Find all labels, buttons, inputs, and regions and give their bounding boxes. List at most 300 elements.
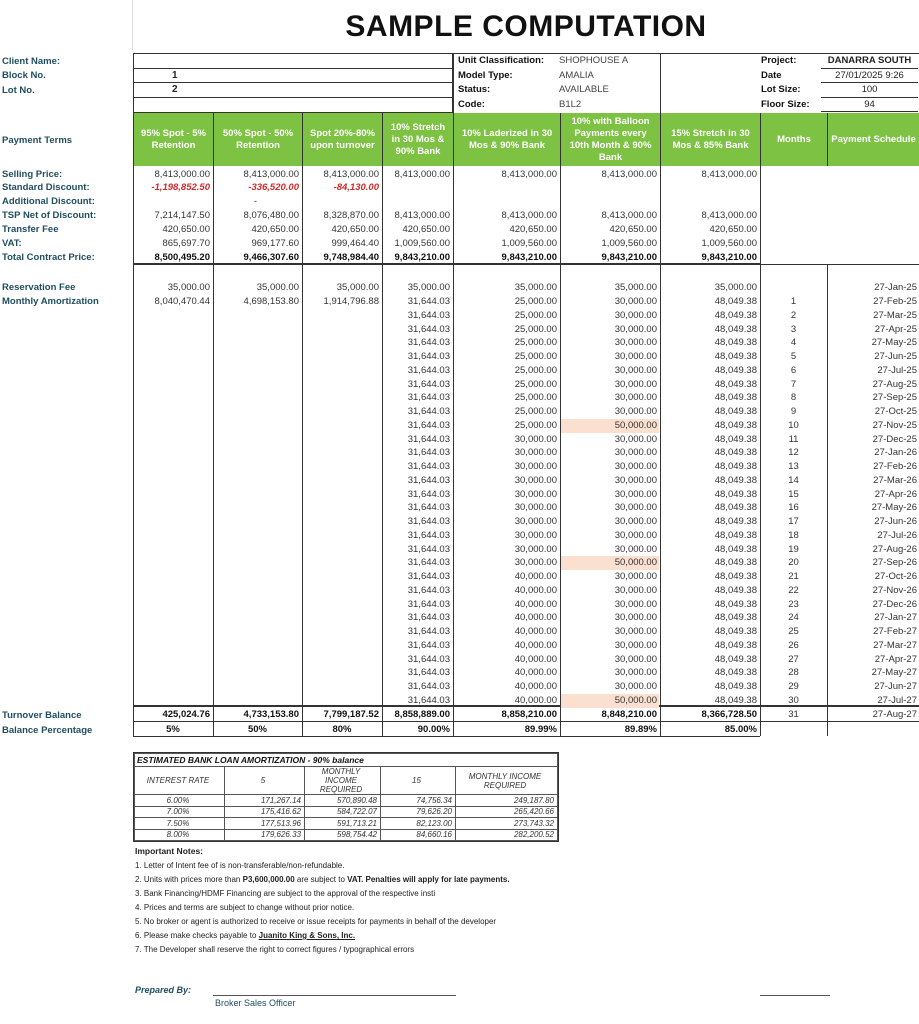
amortization-cell: 31,644.03 <box>407 351 450 362</box>
price-cell: 865,697.70 <box>162 238 210 249</box>
balance-percentage-cell: 5% <box>166 724 180 735</box>
amortization-cell: 30,000.00 <box>614 584 657 596</box>
month-number: 11 <box>788 433 799 445</box>
price-cell: -1,198,852.50 <box>151 182 210 193</box>
amortization-cell: 48,049.38 <box>714 653 757 665</box>
unit-info-value: AMALIA <box>559 69 594 81</box>
bank-loan-cell: 8.00% <box>135 829 225 841</box>
price-cell: 420,650.00 <box>609 224 657 235</box>
price-cell: 8,413,000.00 <box>701 169 757 180</box>
amortization-cell: 30,000.00 <box>614 406 657 417</box>
amortization-cell: 48,049.38 <box>714 488 757 500</box>
schedule-date: 27-Dec-25 <box>872 433 917 445</box>
price-cell: 420,650.00 <box>251 224 299 235</box>
amortization-cell: 48,049.38 <box>714 447 757 459</box>
amortization-cell: 48,049.38 <box>714 694 757 706</box>
bank-loan-cell: 179,626.33 <box>225 829 305 841</box>
amortization-cell: 31,644.03 <box>407 309 450 321</box>
month-number: 12 <box>788 447 799 459</box>
amortization-cell: 30,000.00 <box>514 557 557 569</box>
unit-info-value: AVAILABLE <box>559 84 609 95</box>
amortization-cell: 30,000.00 <box>614 461 657 472</box>
amortization-cell: 25,000.00 <box>514 309 557 321</box>
lot-no-field[interactable]: 2 <box>134 83 452 98</box>
amortization-cell: 31,644.03 <box>407 323 450 335</box>
price-cell: 9,466,307.60 <box>243 252 299 263</box>
header-term-5: 10% Laderized in 30 Mos & 90% Bank <box>453 113 560 166</box>
amortization-cell: 31,644.03 <box>407 584 450 596</box>
amortization-cell: 48,049.38 <box>714 461 757 472</box>
month-number: 29 <box>788 681 799 692</box>
amortization-cell: 31,644.03 <box>407 653 450 665</box>
prepared-by-label: Prepared By: <box>135 985 192 995</box>
reservation-fee-label: Reservation Fee <box>2 282 76 293</box>
unit-info-value: SHOPHOUSE A <box>559 55 629 66</box>
unit-info-label: Code: <box>458 98 485 110</box>
price-cell: 8,413,000.00 <box>394 169 450 180</box>
schedule-date: 27-Feb-27 <box>873 626 917 637</box>
note-text: 6. Please make checks payable to <box>135 931 259 940</box>
client-name-label: Client Name: <box>2 56 61 67</box>
amortization-cell: 30,000.00 <box>614 612 657 624</box>
price-cell: 420,650.00 <box>162 224 210 235</box>
transfer-fee-label: Transfer Fee <box>2 224 59 235</box>
month-number: 8 <box>790 392 797 404</box>
reservation-fee-cell: 35,000.00 <box>714 282 757 293</box>
amortization-cell: 48,049.38 <box>714 392 757 404</box>
note-item: 1. Letter of Intent fee of is non-transferable/non-refundable. <box>135 861 345 870</box>
month-number: 4 <box>790 337 797 349</box>
bank-loan-row <box>135 795 558 807</box>
column-border <box>760 721 761 736</box>
price-cell: 1,009,560.00 <box>501 238 557 249</box>
vat-label: VAT: <box>2 238 22 249</box>
bank-loan-cell: 591,713.21 <box>305 818 381 830</box>
header-term-1: 95% Spot - 5% Retention <box>133 113 213 166</box>
price-cell: 8,413,000.00 <box>701 210 757 221</box>
price-cell: 1,009,560.00 <box>601 238 657 249</box>
amortization-cell: 31,644.03 <box>407 639 450 651</box>
price-cell: 1,009,560.00 <box>701 238 757 249</box>
bank-loan-cell: 6.00% <box>135 795 225 807</box>
amortization-cell: 40,000.00 <box>514 653 557 665</box>
amortization-cell: 48,049.38 <box>714 584 757 596</box>
amortization-cell: 31,644.03 <box>407 461 450 472</box>
balance-percentage-cell: 89.99% <box>524 724 557 735</box>
amortization-cell: 30,000.00 <box>614 653 657 665</box>
schedule-date: 27-May-27 <box>871 667 917 679</box>
schedule-date: 27-Feb-26 <box>873 461 917 472</box>
amortization-cell: 48,049.38 <box>714 502 757 514</box>
schedule-date: 27-Aug-26 <box>872 543 917 555</box>
reservation-fee-cell: 35,000.00 <box>514 282 557 293</box>
note-text: are subject to <box>294 875 348 884</box>
signature-line-2 <box>760 995 830 996</box>
price-cell: - <box>253 196 258 207</box>
note-item <box>135 930 510 944</box>
amortization-cell: 30,000.00 <box>614 598 657 610</box>
price-cell: 420,650.00 <box>509 224 557 235</box>
month-number: 28 <box>788 667 799 679</box>
amortization-cell: 25,000.00 <box>514 337 557 349</box>
amortization-cell: 31,644.03 <box>407 681 450 692</box>
month-number: 9 <box>790 406 797 417</box>
amortization-cell: 30,000.00 <box>614 571 657 582</box>
month-number: 30 <box>788 694 799 706</box>
project-info-label: Project: <box>761 55 797 66</box>
amortization-cell: 30,000.00 <box>614 447 657 459</box>
amortization-cell: 48,049.38 <box>714 309 757 321</box>
bank-loan-row <box>135 829 558 841</box>
amortization-cell: 40,000.00 <box>514 598 557 610</box>
payee-name: Juanito King & Sons, Inc. <box>258 931 356 940</box>
amortization-cell: 48,049.38 <box>714 543 757 555</box>
schedule-date: 27-Nov-26 <box>872 584 917 596</box>
note-text: 2. Units with prices more than <box>135 875 243 884</box>
bank-header: INTEREST RATE <box>135 767 225 795</box>
month-number: 2 <box>790 309 797 321</box>
amortization-cell: 48,049.38 <box>714 474 757 486</box>
amortization-cell: 48,049.38 <box>714 364 757 376</box>
amortization-cell: 25,000.00 <box>514 351 557 362</box>
amortization-cell: 31,644.03 <box>407 694 450 706</box>
amortization-cell: 48,049.38 <box>714 516 757 527</box>
note-item: 4. Prices and terms are subject to change without prior notice. <box>135 903 355 912</box>
price-cell: 9,843,210.00 <box>501 252 557 263</box>
amortization-cell: 25,000.00 <box>514 378 557 390</box>
month-number: 26 <box>788 639 799 651</box>
vat-threshold: P3,600,000.00 <box>242 875 295 884</box>
bank-loan-cell: 7.50% <box>135 818 225 830</box>
bank-loan-row <box>135 818 558 830</box>
amortization-cell: 48,049.38 <box>714 681 757 692</box>
amortization-cell: 30,000.00 <box>614 337 657 349</box>
amortization-cell: 50,000.00 <box>614 419 657 431</box>
price-cell: 420,650.00 <box>709 224 757 235</box>
amortization-cell: 30,000.00 <box>514 474 557 486</box>
note-item: 7. The Developer shall reserve the right to correct figures / typographical errors <box>135 945 415 954</box>
bank-loan-cell: 265,420.66 <box>456 806 558 818</box>
bank-loan-cell: 273,743.32 <box>456 818 558 830</box>
month-number: 21 <box>788 571 799 582</box>
bank-header: MONTHLY INCOME REQUIRED <box>305 767 381 795</box>
schedule-date: 27-Nov-25 <box>872 419 917 431</box>
amortization-cell: 48,049.38 <box>714 406 757 417</box>
month-number: 22 <box>788 584 799 596</box>
tcp-rule <box>133 263 760 265</box>
price-cell: 8,413,000.00 <box>601 210 657 221</box>
unit-info-label: Status: <box>458 84 491 95</box>
bank-loan-cell: 171,267.14 <box>225 795 305 807</box>
additional-discount-label: Additional Discount: <box>2 196 95 207</box>
price-cell: 1,009,560.00 <box>394 238 450 249</box>
turnover-bottom-rule <box>133 721 919 722</box>
amortization-cell: 30,000.00 <box>514 502 557 514</box>
bank-loan-cell: 282,200.52 <box>456 829 558 841</box>
month-number: 5 <box>790 351 797 362</box>
amortization-cell: 25,000.00 <box>514 392 557 404</box>
unit-info-label: Unit Classification: <box>458 55 545 66</box>
schedule-date: 27-Apr-27 <box>874 653 917 665</box>
schedule-date: 27-Jun-25 <box>874 351 917 362</box>
standard-discount-label: Standard Discount: <box>2 182 90 193</box>
bank-loan-cell: 79,626.20 <box>381 806 456 818</box>
month-number: 20 <box>788 557 799 569</box>
month-number: 14 <box>788 474 799 486</box>
amortization-cell: 31,644.03 <box>407 296 450 307</box>
price-cell: 8,413,000.00 <box>601 169 657 180</box>
project-info-value: 100 <box>821 83 918 98</box>
month-number: 25 <box>788 626 799 637</box>
turnover-balance-cell: 425,024.76 <box>162 709 210 720</box>
amortization-cell: 31,644.03 <box>407 626 450 637</box>
amortization-cell: 30,000.00 <box>614 392 657 404</box>
schedule-date: 27-Mar-27 <box>873 639 917 651</box>
amortization-cell: 30,000.00 <box>514 433 557 445</box>
amortization-cell: 31,644.03 <box>407 502 450 514</box>
price-cell: 8,413,000.00 <box>154 169 210 180</box>
header-term-4: 10% Stretch in 30 Mos & 90% Bank <box>382 113 453 166</box>
amortization-cell: 40,000.00 <box>514 584 557 596</box>
amortization-cell: 50,000.00 <box>614 694 657 706</box>
month-number: 18 <box>788 529 799 541</box>
schedule-date: 27-Jan-27 <box>874 612 917 624</box>
amortization-cell: 48,049.38 <box>714 598 757 610</box>
turnover-balance-label: Turnover Balance <box>2 710 82 721</box>
month-number: 15 <box>788 488 799 500</box>
schedule-date: 27-Mar-25 <box>873 309 917 321</box>
balance-percentage-label: Balance Percentage <box>2 725 93 736</box>
amortization-cell: 30,000.00 <box>614 488 657 500</box>
schedule-date: 27-Feb-25 <box>873 296 917 307</box>
turnover-balance-cell: 8,366,728.50 <box>701 709 757 720</box>
amortization-cell: 30,000.00 <box>614 543 657 555</box>
tsp-net-label: TSP Net of Discount: <box>2 210 97 221</box>
price-cell: 9,843,210.00 <box>394 252 450 263</box>
note-item <box>135 874 510 888</box>
amortization-cell: 30,000.00 <box>614 502 657 514</box>
month-number: 16 <box>788 502 799 514</box>
bank-loan-cell: 74,756.34 <box>381 795 456 807</box>
price-cell: 8,413,000.00 <box>243 169 299 180</box>
amortization-cell: 40,000.00 <box>514 571 557 582</box>
price-cell: 9,843,210.00 <box>701 252 757 263</box>
schedule-date: 27-Mar-26 <box>873 474 917 486</box>
amortization-cell: 48,049.38 <box>714 337 757 349</box>
turnover-month: 31 <box>788 709 799 720</box>
page-title: SAMPLE COMPUTATION <box>345 10 707 43</box>
balance-percentage-cell: 90.00% <box>417 724 450 735</box>
project-info-value: 27/01/2025 9:26 <box>821 69 918 84</box>
schedule-date: 27-Jan-25 <box>874 282 917 293</box>
amortization-cell: 30,000.00 <box>614 529 657 541</box>
amortization-cell: 48,049.38 <box>714 419 757 431</box>
schedule-date: 27-Sep-25 <box>872 392 917 404</box>
month-number: 6 <box>790 364 797 376</box>
amortization-cell: 30,000.00 <box>614 639 657 651</box>
amortization-cell: 31,644.03 <box>407 406 450 417</box>
project-info-value: 94 <box>821 98 918 113</box>
amortization-cell: 31,644.03 <box>407 516 450 527</box>
amortization-cell: 31,644.03 <box>407 433 450 445</box>
month-number: 3 <box>790 323 797 335</box>
project-info-label: Lot Size: <box>761 84 801 95</box>
price-cell: 8,076,480.00 <box>243 210 299 221</box>
price-cell: 7,214,147.50 <box>154 210 210 221</box>
amortization-cell: 30,000.00 <box>514 447 557 459</box>
monthly-amortization-cell: 8,040,470.44 <box>154 296 210 307</box>
turnover-date: 27-Aug-27 <box>872 709 917 720</box>
amortization-cell: 40,000.00 <box>514 639 557 651</box>
amortization-cell: 40,000.00 <box>514 612 557 624</box>
amortization-cell: 40,000.00 <box>514 681 557 692</box>
bank-loan-cell: 7.00% <box>135 806 225 818</box>
amortization-cell: 25,000.00 <box>514 364 557 376</box>
tcp-label: Total Contract Price: <box>2 252 95 263</box>
price-cell: -84,130.00 <box>333 182 379 193</box>
amortization-cell: 31,644.03 <box>407 392 450 404</box>
amortization-cell: 48,049.38 <box>714 351 757 362</box>
amortization-cell: 31,644.03 <box>407 378 450 390</box>
month-number: 1 <box>790 296 797 307</box>
schedule-date: 27-Jul-27 <box>877 694 917 706</box>
price-cell: 999,464.40 <box>331 238 379 249</box>
unit-info-value: B1L2 <box>559 98 582 110</box>
schedule-date: 27-May-25 <box>871 337 917 349</box>
monthly-amortization-label: Monthly Amortization <box>2 296 99 307</box>
schedule-date: 27-May-26 <box>871 502 917 514</box>
amortization-cell: 30,000.00 <box>614 516 657 527</box>
price-cell: 9,748,984.40 <box>323 252 379 263</box>
amortization-cell: 31,644.03 <box>407 543 450 555</box>
price-cell: 420,650.00 <box>402 224 450 235</box>
month-number: 23 <box>788 598 799 610</box>
amortization-cell: 31,644.03 <box>407 474 450 486</box>
amortization-cell: 30,000.00 <box>614 433 657 445</box>
bank-loan-title: ESTIMATED BANK LOAN AMORTIZATION - 90% balance <box>135 754 558 767</box>
schedule-date: 27-Jul-26 <box>877 529 917 541</box>
month-number: 27 <box>788 653 799 665</box>
bank-loan-cell: 570,890.48 <box>305 795 381 807</box>
amortization-cell: 30,000.00 <box>614 681 657 692</box>
bank-loan-cell: 82,123.00 <box>381 818 456 830</box>
note-item: 3. Bank Financing/HDMF Financing are subject to the approval of the respective insti <box>135 889 436 898</box>
amortization-cell: 48,049.38 <box>714 296 757 307</box>
amortization-cell: 48,049.38 <box>714 667 757 679</box>
header-payment-schedule: Payment Schedule <box>827 113 919 166</box>
monthly-amortization-cell: 4,698,153.80 <box>243 296 299 307</box>
project-info-label: Date <box>761 69 782 81</box>
amortization-cell: 31,644.03 <box>407 612 450 624</box>
balance-percentage-cell: 50% <box>247 724 267 735</box>
block-no-field[interactable]: 1 <box>134 69 452 84</box>
amortization-cell: 25,000.00 <box>514 419 557 431</box>
bank-loan-cell: 249,187.80 <box>456 795 558 807</box>
turnover-balance-cell: 8,858,210.00 <box>501 709 557 720</box>
project-info-value: DANARRA SOUTH <box>821 54 918 69</box>
amortization-cell: 31,644.03 <box>407 529 450 541</box>
amortization-cell: 50,000.00 <box>614 557 657 569</box>
amortization-cell: 31,644.03 <box>407 364 450 376</box>
amortization-cell: 30,000.00 <box>614 351 657 362</box>
amortization-cell: 48,049.38 <box>714 557 757 569</box>
header-term-2: 50% Spot - 50% Retention <box>213 113 302 166</box>
amortization-cell: 30,000.00 <box>614 667 657 679</box>
bank-loan-cell: 177,513.96 <box>225 818 305 830</box>
amortization-cell: 40,000.00 <box>514 694 557 706</box>
schedule-date: 27-Oct-26 <box>874 571 917 582</box>
amortization-cell: 30,000.00 <box>514 488 557 500</box>
payment-terms-label: Payment Terms <box>2 135 73 146</box>
amortization-cell: 31,644.03 <box>407 488 450 500</box>
balance-percentage-cell: 85.00% <box>724 724 757 735</box>
header-term-7: 15% Stretch in 30 Mos & 85% Bank <box>660 113 760 166</box>
amortization-cell: 30,000.00 <box>514 461 557 472</box>
bank-loan-cell: 84,660.16 <box>381 829 456 841</box>
schedule-date: 27-Sep-26 <box>872 557 917 569</box>
amortization-cell: 40,000.00 <box>514 667 557 679</box>
price-cell: 8,413,000.00 <box>501 210 557 221</box>
amortization-cell: 48,049.38 <box>714 323 757 335</box>
amortization-cell: 31,644.03 <box>407 571 450 582</box>
amortization-cell: 25,000.00 <box>514 296 557 307</box>
amortization-cell: 30,000.00 <box>614 296 657 307</box>
amortization-cell: 31,644.03 <box>407 557 450 569</box>
price-cell: -336,520.00 <box>248 182 299 193</box>
signature-line <box>213 995 456 996</box>
amortization-cell: 48,049.38 <box>714 626 757 637</box>
amortization-cell: 48,049.38 <box>714 529 757 541</box>
price-cell: 8,413,000.00 <box>501 169 557 180</box>
bank-header: 15 <box>381 767 456 795</box>
schedule-date: 27-Apr-26 <box>874 488 917 500</box>
reservation-fee-cell: 35,000.00 <box>614 282 657 293</box>
amortization-cell: 48,049.38 <box>714 639 757 651</box>
month-number: 24 <box>788 612 799 624</box>
amortization-cell: 30,000.00 <box>514 543 557 555</box>
bank-loan-table <box>133 752 559 842</box>
reservation-fee-cell: 35,000.00 <box>336 282 379 293</box>
bank-header: 5 <box>225 767 305 795</box>
amortization-cell: 30,000.00 <box>614 309 657 321</box>
month-number: 10 <box>788 419 799 431</box>
month-number: 13 <box>788 461 799 472</box>
reservation-fee-cell: 35,000.00 <box>256 282 299 293</box>
schedule-date: 27-Jun-26 <box>874 516 917 527</box>
important-notes <box>135 846 510 958</box>
amortization-cell: 31,644.03 <box>407 447 450 459</box>
amortization-cell: 40,000.00 <box>514 626 557 637</box>
price-cell: 420,650.00 <box>331 224 379 235</box>
header-term-3: Spot 20%-80% upon turnover <box>302 113 382 166</box>
amortization-cell: 30,000.00 <box>614 474 657 486</box>
amortization-cell: 31,644.03 <box>407 667 450 679</box>
amortization-cell: 30,000.00 <box>614 378 657 390</box>
bank-header: MONTHLY INCOME REQUIRED <box>456 767 558 795</box>
amortization-cell: 30,000.00 <box>614 323 657 335</box>
reservation-fee-cell: 35,000.00 <box>407 282 450 293</box>
amortization-cell: 25,000.00 <box>514 323 557 335</box>
amortization-cell: 48,049.38 <box>714 378 757 390</box>
header-months: Months <box>760 113 827 166</box>
header-term-6: 10% with Balloon Payments every 10th Month & 90% Bank <box>560 113 660 166</box>
balance-percentage-cell: 89.89% <box>624 724 657 735</box>
amortization-cell: 30,000.00 <box>614 364 657 376</box>
bank-loan-cell: 598,754.42 <box>305 829 381 841</box>
reservation-fee-cell: 35,000.00 <box>167 282 210 293</box>
amortization-cell: 31,644.03 <box>407 598 450 610</box>
amortization-cell: 48,049.38 <box>714 433 757 445</box>
